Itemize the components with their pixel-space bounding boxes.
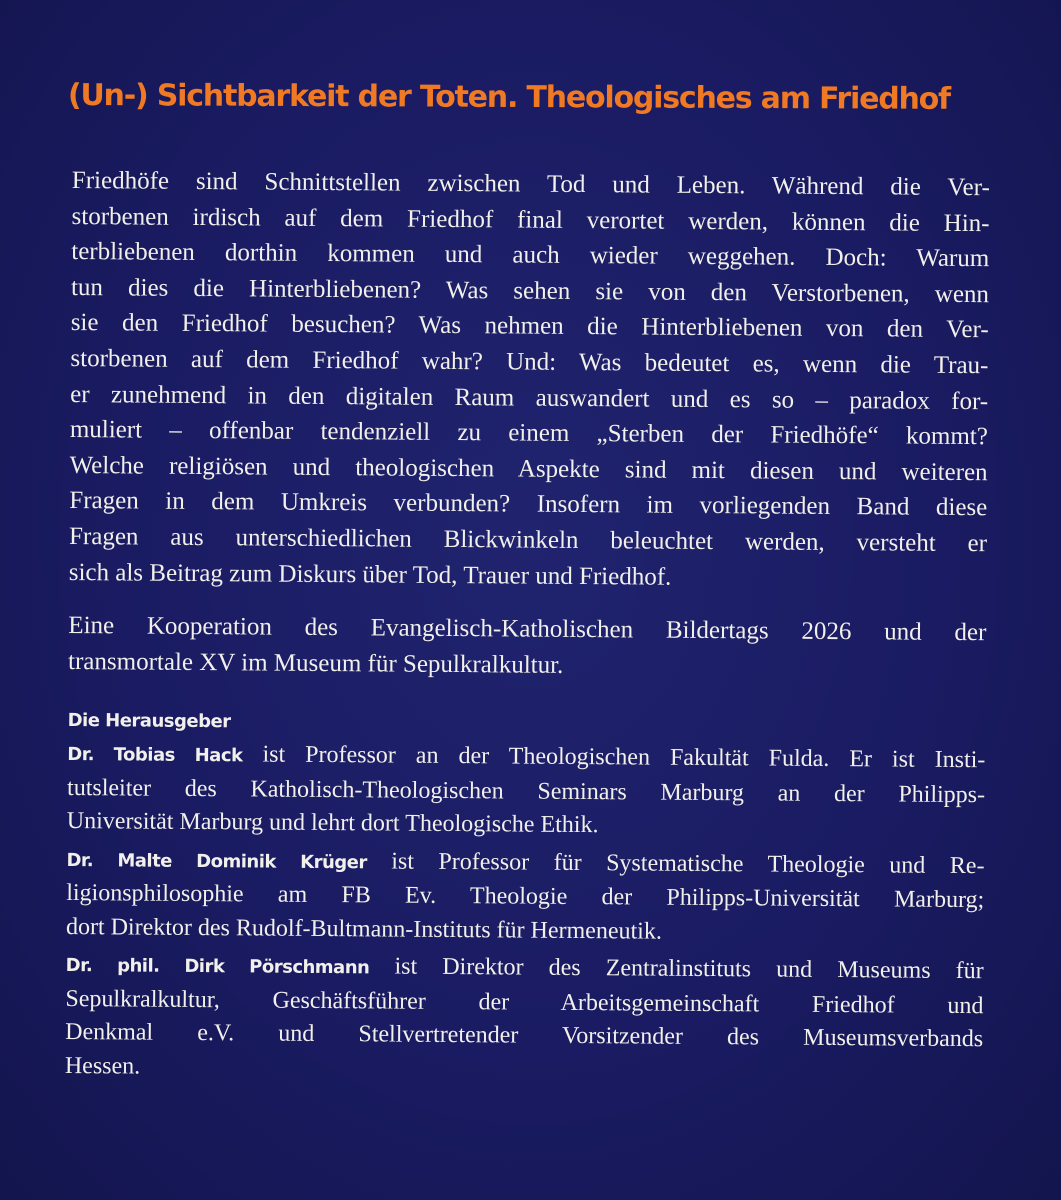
intro-line: er zunehmend in den digitalen Raum auswandert und es so – paradox for-	[70, 380, 989, 415]
editor-bio-line: Hessen.	[64, 1052, 141, 1080]
cooperation-line: transmortale XV im Museum für Sepulkralkultur.	[67, 647, 564, 679]
intro-line: Friedhöfe sind Schnittstellen zwischen Tod und Leben. Während die Ver-	[71, 166, 990, 202]
editor-bio-line: dort Direktor des Rudolf-Bultmann-Instituts für Hermeneutik.	[65, 913, 662, 945]
editor-bio-krueger	[66, 843, 985, 952]
blurb-text	[65, 163, 990, 1090]
editors-heading: Die Herausgeber	[67, 710, 231, 733]
editor-bio-line: Denkmal e.V. und Stellvertretender Vorsitzender des Museumsverbands	[65, 1019, 984, 1053]
intro-line: tun dies die Hinterbliebenen? Was sehen sie von den Verstorbenen, wenn	[70, 273, 990, 308]
editor-name: Dr. Malte Dominik Krüger	[66, 849, 367, 874]
editor-bio-line: tutsleiter des Katholisch-Theologischen Seminars Marburg an der Philipps-	[66, 774, 986, 809]
editor-bio-hack	[67, 737, 986, 846]
editor-name: Dr. Tobias Hack	[67, 744, 243, 767]
intro-line: Fragen aus unterschiedlichen Blickwinkeln beleuchtet werden, versteht er	[68, 522, 988, 558]
editor-name: Dr. phil. Dirk Pörschmann	[65, 955, 370, 979]
book-title: (Un-) Sichtbarkeit der Toten. Theologisches am Friedhof	[67, 78, 951, 117]
intro-line: sich als Beitrag zum Diskurs über Tod, Trauer und Friedhof.	[68, 558, 672, 591]
intro-line: Fragen in dem Umkreis verbunden? Insofern im vorliegenden Band diese	[69, 487, 988, 522]
intro-line: terbliebenen dorthin kommen und auch wieder weggehen. Doch: Warum	[71, 238, 990, 273]
intro-line: muliert – offenbar tendenziell zu einem „Sterben der Friedhöfe“ kommt?	[69, 416, 988, 451]
cooperation-line: Eine Kooperation des Evangelisch-Katholischen Bildertags 2026 und der	[68, 612, 987, 647]
editor-bio-line: Sepulkralkultur, Geschäftsführer der Arbeitsgemeinschaft Friedhof und	[65, 985, 984, 1019]
editor-bio-poerschmann	[65, 948, 984, 1090]
editor-bio-text: ist Professor für Systematische Theologie und Re-	[366, 848, 985, 880]
editor-bio-text: ist Professor an der Theologischen Fakultät Fulda. Er ist Insti-	[242, 741, 986, 774]
editor-bio-line: Universität Marburg und lehrt dort Theologische Ethik.	[66, 808, 599, 839]
intro-line: storbenen irdisch auf dem Friedhof final verortet werden, können die Hin-	[71, 202, 990, 237]
intro-line: Welche religiösen und theologischen Aspekte sind mit diesen und weiteren	[69, 451, 988, 486]
cooperation-paragraph	[68, 608, 987, 686]
intro-paragraph	[69, 163, 990, 597]
editor-bio-line: ligionsphilosophie am FB Ev. Theologie der Philipps-Universität Marburg;	[66, 880, 985, 914]
intro-line: sie den Friedhof besuchen? Was nehmen die Hinterbliebenen von den Ver-	[70, 309, 989, 344]
intro-line: storbenen auf dem Friedhof wahr? Und: Was bedeutet es, wenn die Trau-	[70, 344, 989, 380]
editor-bio-text: ist Direktor des Zentralinstituts und Museums für	[369, 953, 984, 985]
